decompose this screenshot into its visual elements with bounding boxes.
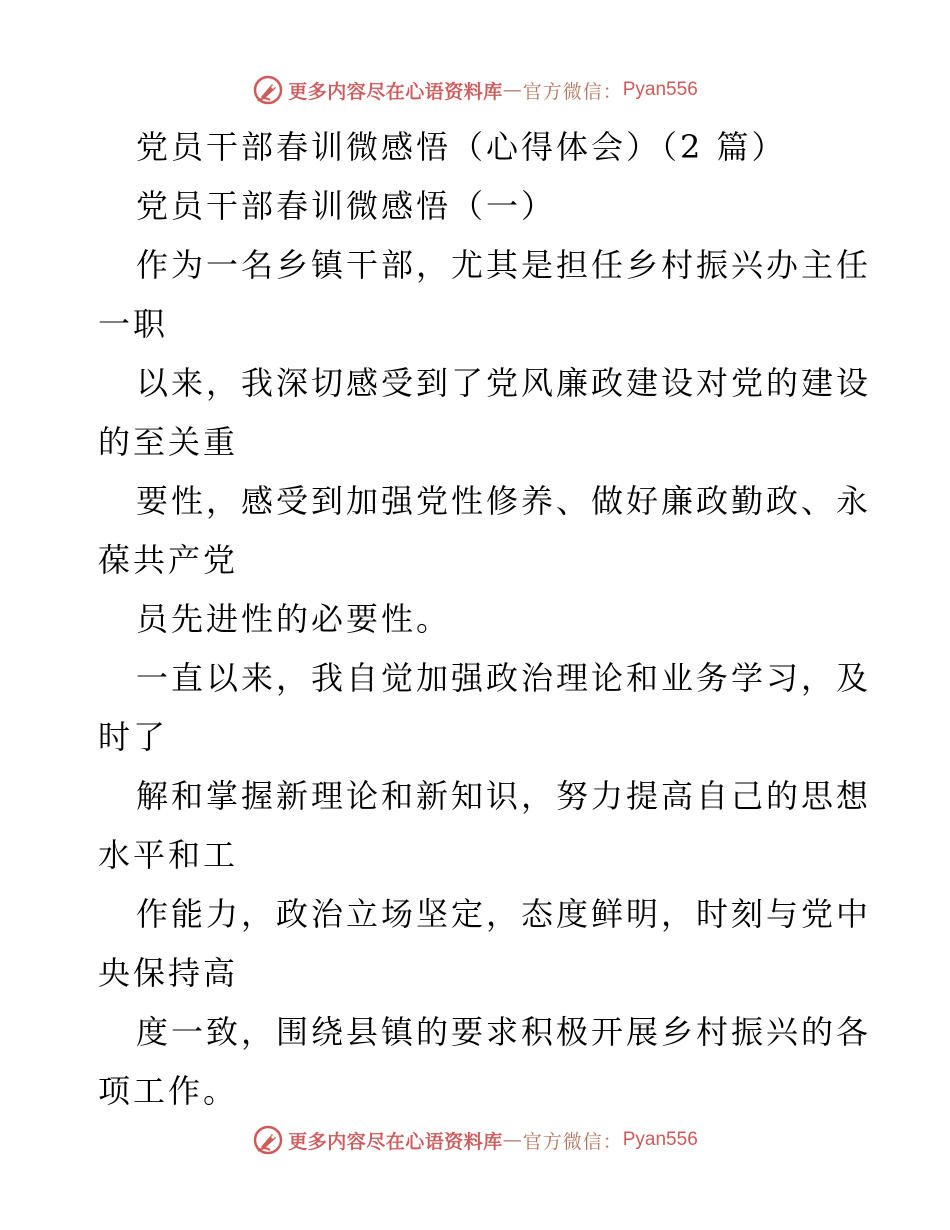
paragraph-line: 作为一名乡镇干部，尤其是担任乡村振兴办主任 [136, 246, 872, 284]
banner-official-text: 官方微信： [522, 80, 623, 103]
banner-official-text: 官方微信： [522, 1130, 623, 1153]
paragraph-line: 一直以来，我自觉加强政治理论和业务学习，及 [136, 659, 872, 697]
paragraph-line: 的至关重 [98, 423, 239, 461]
banner-main-text: 更多内容尽在心语资料库 [288, 1130, 503, 1153]
paragraph-line: 解和掌握新理论和新知识，努力提高自己的思想 [136, 777, 872, 815]
document-subtitle: 党员干部春训微感悟（一） [136, 187, 557, 225]
paragraph-line: 央保持高 [98, 954, 239, 992]
paragraph-line: 以来，我深切感受到了党风廉政建设对党的建设 [136, 364, 872, 402]
banner-dash: — [502, 79, 523, 101]
pen-nib-logo-icon [252, 74, 284, 106]
paragraph-line: 项工作。 [98, 1072, 239, 1110]
paragraph-line: 葆共产党 [98, 541, 239, 579]
pen-nib-logo-icon [252, 1124, 284, 1156]
banner-wechat-id: Pyan556 [622, 79, 698, 100]
paragraph-line: 水平和工 [98, 836, 239, 874]
banner-wechat-id: Pyan556 [622, 1129, 698, 1150]
banner-dash: — [502, 1129, 523, 1151]
document-body [98, 118, 872, 1121]
paragraph-line: 时了 [98, 718, 169, 756]
paragraph-line: 度一致，围绕县镇的要求积极开展乡村振兴的各 [136, 1013, 872, 1051]
paragraph-line: 员先进性的必要性。 [136, 600, 452, 638]
banner-main-text: 更多内容尽在心语资料库 [288, 80, 503, 103]
paragraph-line: 要性，感受到加强党性修养、做好廉政勤政、永 [136, 482, 872, 520]
footer-watermark-banner [0, 1120, 950, 1160]
paragraph-line: 作能力，政治立场坚定，态度鲜明，时刻与党中 [136, 895, 872, 933]
paragraph-line: 一职 [98, 305, 169, 343]
header-watermark-banner [0, 70, 950, 110]
document-title: 党员干部春训微感悟（心得体会）（2 篇） [136, 128, 787, 166]
